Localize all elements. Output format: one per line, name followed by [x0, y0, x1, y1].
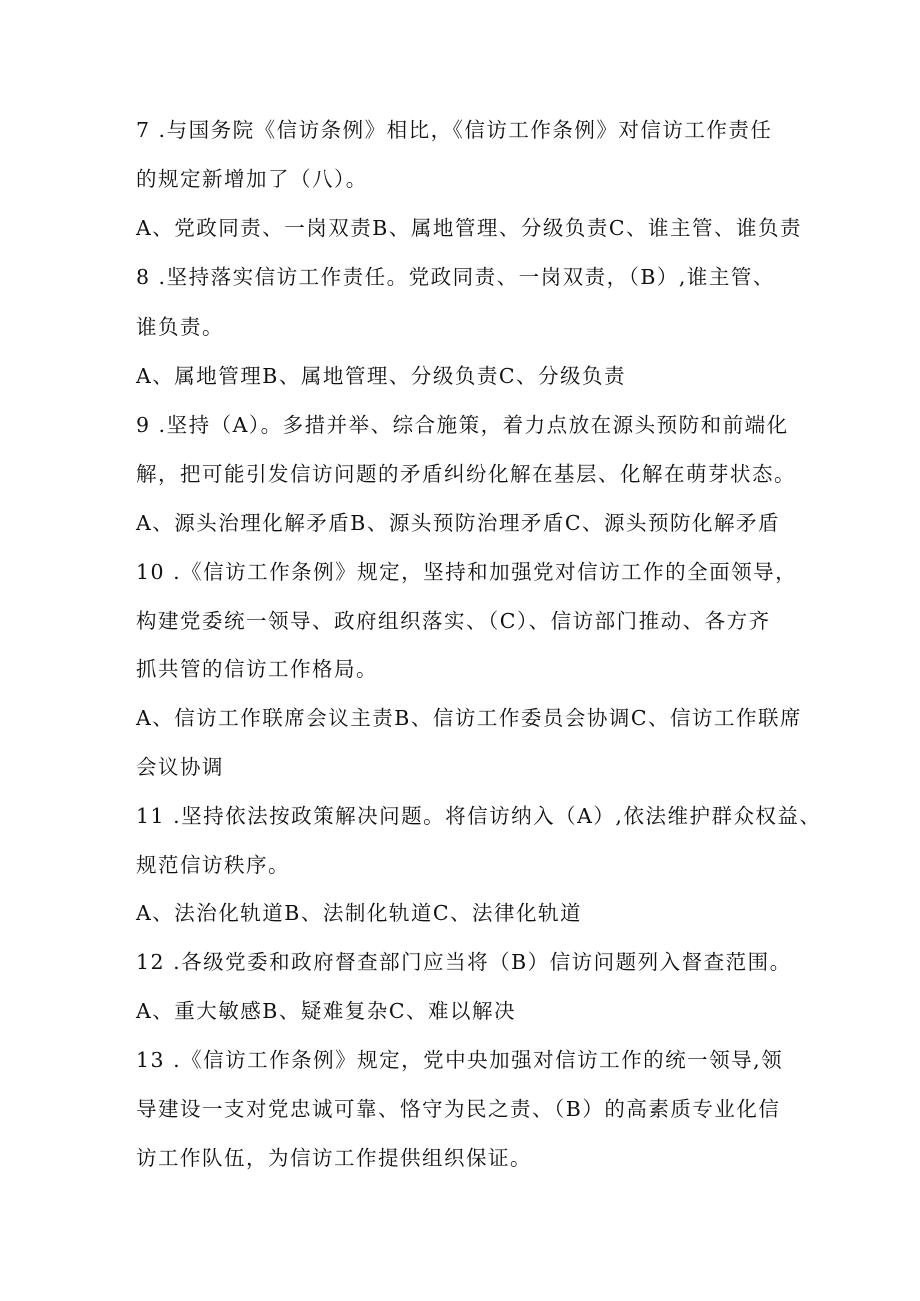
text-line: A、法治化轨道B、法制化轨道C、法律化轨道 [136, 901, 583, 925]
text-line: A、重大敏感B、疑难复杂C、难以解决 [136, 999, 517, 1023]
text-line: 11 .坚持依法按政策解决问题。将信访纳入（A）,依法维护群众权益、 [136, 804, 822, 828]
text-line: 规范信访秩序。 [136, 853, 290, 877]
text-line: A、党政同责、一岗双责B、属地管理、分级负责C、谁主管、谁负责 [136, 216, 803, 240]
text-line: A、源头治理化解矛盾B、源头预防治理矛盾C、源头预防化解矛盾 [136, 511, 781, 535]
text-line: 构建党委统一领导、政府组织落实、（C）、信访部门推动、各方齐 [136, 609, 771, 633]
text-line: 访工作队伍，为信访工作提供组织保证。 [136, 1146, 532, 1170]
text-line: 7 .与国务院《信访条例》相比，《信访工作条例》对信访工作责任 [136, 118, 773, 142]
text-line: 抓共管的信访工作格局。 [136, 657, 378, 681]
text-line: A、属地管理B、属地管理、分级负责C、分级负责 [136, 364, 627, 388]
text-line: 8 .坚持落实信访工作责任。党政同责、一岗双责，（B）,谁主管、 [136, 265, 775, 289]
text-line: 13 .《信访工作条例》规定，党中央加强对信访工作的统一领导,领 [136, 1048, 784, 1072]
text-line: 谁负责。 [136, 315, 224, 339]
text-line: 会议协调 [136, 755, 224, 779]
text-line: 9 .坚持（A）。多措并举、综合施策，着力点放在源头预防和前端化 [136, 413, 789, 437]
text-line: 12 .各级党委和政府督查部门应当将（B）信访问题列入督查范围。 [136, 950, 792, 974]
text-line: 解，把可能引发信访问题的矛盾纠纷化解在基层、化解在萌芽状态。 [136, 462, 796, 486]
text-line: A、信访工作联席会议主责B、信访工作委员会协调C、信访工作联席 [136, 706, 803, 730]
text-line: 的规定新增加了（八）。 [136, 167, 368, 191]
text-line: 10 .《信访工作条例》规定，坚持和加强党对信访工作的全面领导， [136, 560, 798, 584]
text-line: 导建设一支对党忠诚可靠、恪守为民之责、（B）的高素质专业化信 [136, 1097, 781, 1121]
